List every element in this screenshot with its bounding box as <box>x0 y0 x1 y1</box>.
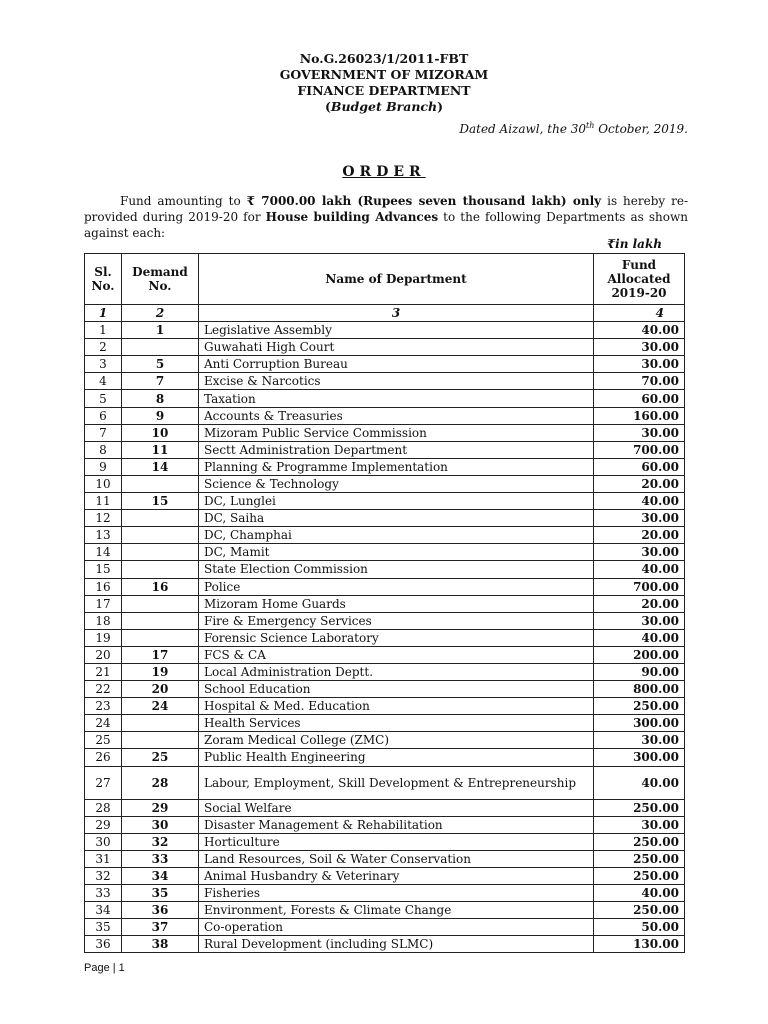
table-row <box>85 885 685 902</box>
cell-demand-no: 7 <box>122 373 199 390</box>
cell-demand-no <box>122 612 199 629</box>
government-name: GOVERNMENT OF MIZORAM <box>279 67 489 82</box>
index-cell: 2 <box>122 305 199 322</box>
cell-fund-amount: 40.00 <box>594 629 685 646</box>
table-row <box>85 493 685 510</box>
cell-fund-amount: 30.00 <box>594 544 685 561</box>
cell-sl-no: 28 <box>85 799 122 816</box>
cell-sl-no: 19 <box>85 629 122 646</box>
branch-name: (Budget Branch) <box>324 99 444 114</box>
cell-demand-no <box>122 510 199 527</box>
cell-fund-amount: 20.00 <box>594 595 685 612</box>
header-fund-allocated: Fund Allocated 2019-20 <box>594 254 685 305</box>
cell-department: School Education <box>199 681 594 698</box>
cell-sl-no: 24 <box>85 715 122 732</box>
cell-demand-no: 10 <box>122 424 199 441</box>
cell-fund-amount: 40.00 <box>594 766 685 799</box>
fund-allocation-table <box>84 253 685 953</box>
cell-sl-no: 8 <box>85 441 122 458</box>
cell-fund-amount: 30.00 <box>594 510 685 527</box>
cell-department: Sectt Administration Department <box>199 441 594 458</box>
table-body <box>85 322 685 953</box>
table-row <box>85 578 685 595</box>
cell-department: Co-operation <box>199 919 594 936</box>
table-row <box>85 902 685 919</box>
cell-demand-no: 32 <box>122 833 199 850</box>
cell-sl-no: 6 <box>85 407 122 424</box>
table-row <box>85 681 685 698</box>
table-row <box>85 527 685 544</box>
cell-department: Local Administration Deptt. <box>199 663 594 680</box>
cell-department: Accounts & Treasuries <box>199 407 594 424</box>
table-row <box>85 799 685 816</box>
cell-demand-no <box>122 595 199 612</box>
cell-fund-amount: 40.00 <box>594 561 685 578</box>
cell-department: Excise & Narcotics <box>199 373 594 390</box>
cell-fund-amount: 50.00 <box>594 919 685 936</box>
cell-department: Social Welfare <box>199 799 594 816</box>
cell-fund-amount: 800.00 <box>594 681 685 698</box>
cell-department: Land Resources, Soil & Water Conservation <box>199 850 594 867</box>
cell-department: Fire & Emergency Services <box>199 612 594 629</box>
order-paragraph: Fund amounting to ₹ 7000.00 lakh (Rupees seven thousand lakh) only is hereby re-provided during 2019-20 for House building Advances to the following Departments as shown against each: <box>84 194 689 240</box>
cell-fund-amount: 30.00 <box>594 732 685 749</box>
index-cell: 1 <box>85 305 122 322</box>
cell-sl-no: 9 <box>85 458 122 475</box>
cell-demand-no: 19 <box>122 663 199 680</box>
unit-note: ₹in lakh <box>606 237 662 251</box>
cell-department: Zoram Medical College (ZMC) <box>199 732 594 749</box>
date-line: Dated Aizawl, the 30th October, 2019. <box>459 121 688 136</box>
cell-fund-amount: 40.00 <box>594 885 685 902</box>
table-row <box>85 595 685 612</box>
cell-department: Environment, Forests & Climate Change <box>199 902 594 919</box>
table-row <box>85 441 685 458</box>
cell-demand-no: 30 <box>122 816 199 833</box>
cell-demand-no: 11 <box>122 441 199 458</box>
table-row <box>85 816 685 833</box>
cell-department: Police <box>199 578 594 595</box>
table-row <box>85 833 685 850</box>
cell-fund-amount: 250.00 <box>594 799 685 816</box>
page-footer: Page | 1 <box>84 962 125 974</box>
cell-sl-no: 20 <box>85 646 122 663</box>
table-row <box>85 629 685 646</box>
table-row <box>85 867 685 884</box>
table-row <box>85 646 685 663</box>
cell-demand-no <box>122 715 199 732</box>
cell-department: State Election Commission <box>199 561 594 578</box>
cell-fund-amount: 300.00 <box>594 749 685 766</box>
cell-fund-amount: 90.00 <box>594 663 685 680</box>
table-row <box>85 561 685 578</box>
cell-sl-no: 29 <box>85 816 122 833</box>
cell-department: Legislative Assembly <box>199 322 594 339</box>
cell-department: Disaster Management & Rehabilitation <box>199 816 594 833</box>
cell-fund-amount: 250.00 <box>594 833 685 850</box>
cell-department: Taxation <box>199 390 594 407</box>
cell-sl-no: 13 <box>85 527 122 544</box>
cell-department: Anti Corruption Bureau <box>199 356 594 373</box>
cell-demand-no <box>122 561 199 578</box>
cell-fund-amount: 40.00 <box>594 322 685 339</box>
cell-demand-no: 36 <box>122 902 199 919</box>
cell-demand-no: 16 <box>122 578 199 595</box>
cell-department: Health Services <box>199 715 594 732</box>
cell-sl-no: 32 <box>85 867 122 884</box>
cell-sl-no: 15 <box>85 561 122 578</box>
cell-fund-amount: 250.00 <box>594 902 685 919</box>
table-row <box>85 715 685 732</box>
cell-department: Fisheries <box>199 885 594 902</box>
cell-demand-no: 34 <box>122 867 199 884</box>
cell-department: Public Health Engineering <box>199 749 594 766</box>
order-number: No.G.26023/1/2011-FBT <box>299 51 469 66</box>
cell-sl-no: 34 <box>85 902 122 919</box>
cell-demand-no: 28 <box>122 766 199 799</box>
cell-demand-no: 24 <box>122 698 199 715</box>
cell-fund-amount: 250.00 <box>594 850 685 867</box>
cell-sl-no: 3 <box>85 356 122 373</box>
table-row <box>85 322 685 339</box>
header-demand-no: Demand No. <box>122 254 199 305</box>
table-row <box>85 663 685 680</box>
cell-department: Guwahati High Court <box>199 339 594 356</box>
cell-sl-no: 2 <box>85 339 122 356</box>
cell-demand-no: 33 <box>122 850 199 867</box>
cell-sl-no: 31 <box>85 850 122 867</box>
department-name: FINANCE DEPARTMENT <box>297 83 471 98</box>
cell-demand-no: 25 <box>122 749 199 766</box>
order-title: ORDER <box>342 164 426 180</box>
cell-fund-amount: 160.00 <box>594 407 685 424</box>
cell-demand-no <box>122 544 199 561</box>
cell-demand-no: 20 <box>122 681 199 698</box>
cell-sl-no: 10 <box>85 475 122 492</box>
cell-sl-no: 30 <box>85 833 122 850</box>
table-row <box>85 850 685 867</box>
cell-fund-amount: 30.00 <box>594 612 685 629</box>
cell-demand-no <box>122 732 199 749</box>
cell-department: Labour, Employment, Skill Development & Entrepreneurship <box>199 766 594 799</box>
cell-sl-no: 22 <box>85 681 122 698</box>
cell-fund-amount: 200.00 <box>594 646 685 663</box>
table-header-row <box>85 254 685 305</box>
cell-sl-no: 21 <box>85 663 122 680</box>
cell-demand-no: 37 <box>122 919 199 936</box>
cell-demand-no: 35 <box>122 885 199 902</box>
cell-department: Forensic Science Laboratory <box>199 629 594 646</box>
table-index-row <box>85 305 685 322</box>
cell-demand-no: 17 <box>122 646 199 663</box>
cell-sl-no: 18 <box>85 612 122 629</box>
cell-demand-no <box>122 527 199 544</box>
cell-demand-no: 8 <box>122 390 199 407</box>
cell-demand-no: 38 <box>122 936 199 953</box>
cell-demand-no <box>122 339 199 356</box>
cell-fund-amount: 300.00 <box>594 715 685 732</box>
table-row <box>85 356 685 373</box>
table-row <box>85 339 685 356</box>
table-row <box>85 373 685 390</box>
cell-demand-no <box>122 475 199 492</box>
table-row <box>85 749 685 766</box>
cell-fund-amount: 20.00 <box>594 527 685 544</box>
table-row <box>85 458 685 475</box>
cell-department: DC, Saiha <box>199 510 594 527</box>
cell-fund-amount: 700.00 <box>594 578 685 595</box>
cell-fund-amount: 20.00 <box>594 475 685 492</box>
cell-sl-no: 5 <box>85 390 122 407</box>
cell-department: Rural Development (including SLMC) <box>199 936 594 953</box>
cell-department: Mizoram Home Guards <box>199 595 594 612</box>
cell-fund-amount: 130.00 <box>594 936 685 953</box>
table-row <box>85 390 685 407</box>
cell-sl-no: 11 <box>85 493 122 510</box>
cell-department: DC, Lunglei <box>199 493 594 510</box>
table-row <box>85 475 685 492</box>
cell-sl-no: 17 <box>85 595 122 612</box>
document-header <box>0 51 768 115</box>
table-row <box>85 732 685 749</box>
table-row <box>85 936 685 953</box>
cell-fund-amount: 30.00 <box>594 356 685 373</box>
table-row <box>85 612 685 629</box>
cell-fund-amount: 60.00 <box>594 458 685 475</box>
cell-demand-no: 9 <box>122 407 199 424</box>
header-department: Name of Department <box>199 254 594 305</box>
cell-sl-no: 7 <box>85 424 122 441</box>
cell-department: DC, Champhai <box>199 527 594 544</box>
cell-department: Animal Husbandry & Veterinary <box>199 867 594 884</box>
cell-sl-no: 12 <box>85 510 122 527</box>
cell-department: Horticulture <box>199 833 594 850</box>
cell-department: Planning & Programme Implementation <box>199 458 594 475</box>
cell-department: FCS & CA <box>199 646 594 663</box>
cell-fund-amount: 250.00 <box>594 867 685 884</box>
cell-sl-no: 25 <box>85 732 122 749</box>
cell-fund-amount: 700.00 <box>594 441 685 458</box>
table-row <box>85 424 685 441</box>
cell-demand-no: 15 <box>122 493 199 510</box>
cell-demand-no: 14 <box>122 458 199 475</box>
cell-fund-amount: 250.00 <box>594 698 685 715</box>
table-row <box>85 919 685 936</box>
cell-sl-no: 23 <box>85 698 122 715</box>
header-sl-no: Sl. No. <box>85 254 122 305</box>
index-cell: 4 <box>594 305 685 322</box>
cell-fund-amount: 30.00 <box>594 339 685 356</box>
cell-sl-no: 33 <box>85 885 122 902</box>
table-row <box>85 407 685 424</box>
cell-demand-no <box>122 629 199 646</box>
cell-sl-no: 14 <box>85 544 122 561</box>
cell-demand-no: 1 <box>122 322 199 339</box>
cell-department: Hospital & Med. Education <box>199 698 594 715</box>
cell-fund-amount: 40.00 <box>594 493 685 510</box>
cell-fund-amount: 70.00 <box>594 373 685 390</box>
cell-sl-no: 16 <box>85 578 122 595</box>
cell-fund-amount: 30.00 <box>594 424 685 441</box>
cell-sl-no: 1 <box>85 322 122 339</box>
table-row <box>85 698 685 715</box>
cell-demand-no: 5 <box>122 356 199 373</box>
table-row <box>85 544 685 561</box>
cell-demand-no: 29 <box>122 799 199 816</box>
cell-sl-no: 4 <box>85 373 122 390</box>
table-row <box>85 766 685 799</box>
cell-sl-no: 27 <box>85 766 122 799</box>
cell-department: Science & Technology <box>199 475 594 492</box>
cell-department: Mizoram Public Service Commission <box>199 424 594 441</box>
cell-sl-no: 36 <box>85 936 122 953</box>
cell-sl-no: 26 <box>85 749 122 766</box>
cell-sl-no: 35 <box>85 919 122 936</box>
cell-department: DC, Mamit <box>199 544 594 561</box>
cell-fund-amount: 30.00 <box>594 816 685 833</box>
table-row <box>85 510 685 527</box>
cell-fund-amount: 60.00 <box>594 390 685 407</box>
index-cell: 3 <box>199 305 594 322</box>
